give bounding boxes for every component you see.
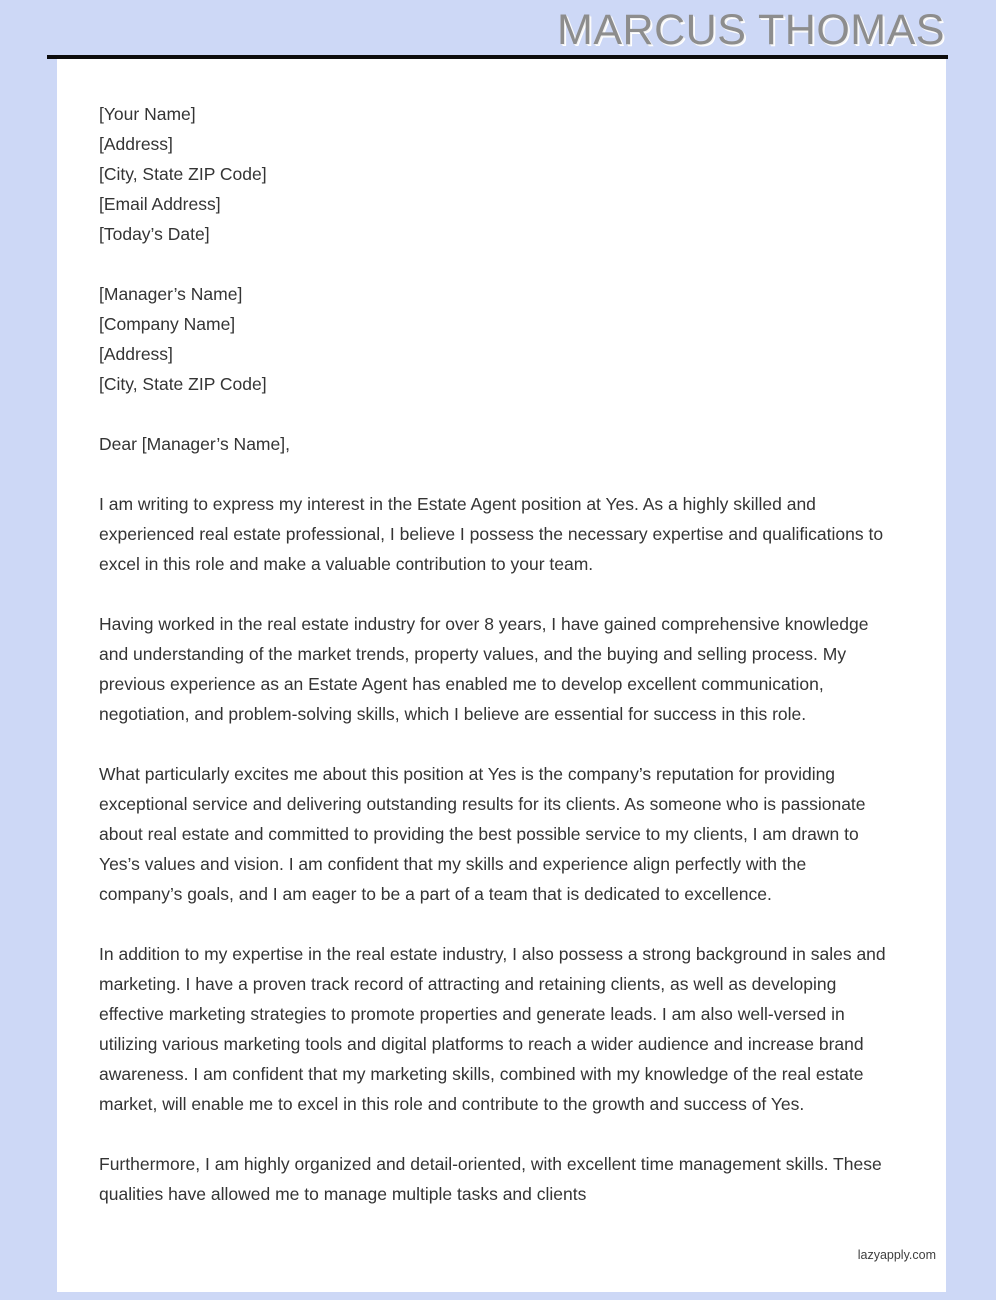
letter-page	[57, 59, 946, 1292]
sender-date-line: [Today’s Date]	[99, 224, 210, 244]
recipient-address-block	[99, 279, 888, 399]
salutation: Dear [Manager’s Name],	[99, 434, 290, 454]
paragraph-intro: I am writing to express my interest in the Estate Agent position at Yes. As a highly skilled and experienced real estate professional, I believe I possess the necessary expertise and qualifications to excel in this role and make a valuable contribution to your team.	[99, 494, 884, 574]
sender-name-line: [Your Name]	[99, 104, 196, 124]
sender-city-line: [City, State ZIP Code]	[99, 164, 267, 184]
letterhead-name: MARCUS THOMAS	[557, 6, 945, 54]
recipient-company-line: [Company Name]	[99, 314, 236, 334]
recipient-city-line: [City, State ZIP Code]	[99, 374, 267, 394]
letter-content	[57, 59, 946, 1209]
recipient-name-line: [Manager’s Name]	[99, 284, 243, 304]
sender-address-line: [Address]	[99, 134, 173, 154]
sender-address-block	[99, 99, 888, 249]
paragraph-marketing: In addition to my expertise in the real estate industry, I also possess a strong background in sales and marketing. I have a proven track record of attracting and retaining clients, as well as developing effective marketing strategies to promote properties and generate leads. I am also well-versed in utilizing various marketing tools and digital platforms to reach a wider audience and increase brand awareness. I am confident that my marketing skills, combined with my knowledge of the real estate market, will enable me to excel in this role and contribute to the growth and success of Yes.	[99, 944, 886, 1114]
paragraph-organization: Furthermore, I am highly organized and detail-oriented, with excellent time management skills. These qualities have allowed me to manage multiple tasks and clients	[99, 1154, 882, 1204]
sender-email-line: [Email Address]	[99, 194, 221, 214]
watermark-text: lazyapply.com	[857, 1248, 936, 1262]
recipient-address-line: [Address]	[99, 344, 173, 364]
paragraph-experience: Having worked in the real estate industry for over 8 years, I have gained comprehensive knowledge and understanding of the market trends, property values, and the buying and selling process. My previous experience as an Estate Agent has enabled me to develop excellent communication, negotiation, and problem-solving skills, which I believe are essential for success in this role.	[99, 614, 869, 724]
paragraph-company-fit: What particularly excites me about this position at Yes is the company’s reputation for providing exceptional service and delivering outstanding results for its clients. As someone who is passionate about real estate and committed to providing the best possible service to my clients, I am drawn to Yes’s values and vision. I am confident that my skills and experience align perfectly with the company’s goals, and I am eager to be a part of a team that is dedicated to excellence.	[99, 764, 866, 904]
